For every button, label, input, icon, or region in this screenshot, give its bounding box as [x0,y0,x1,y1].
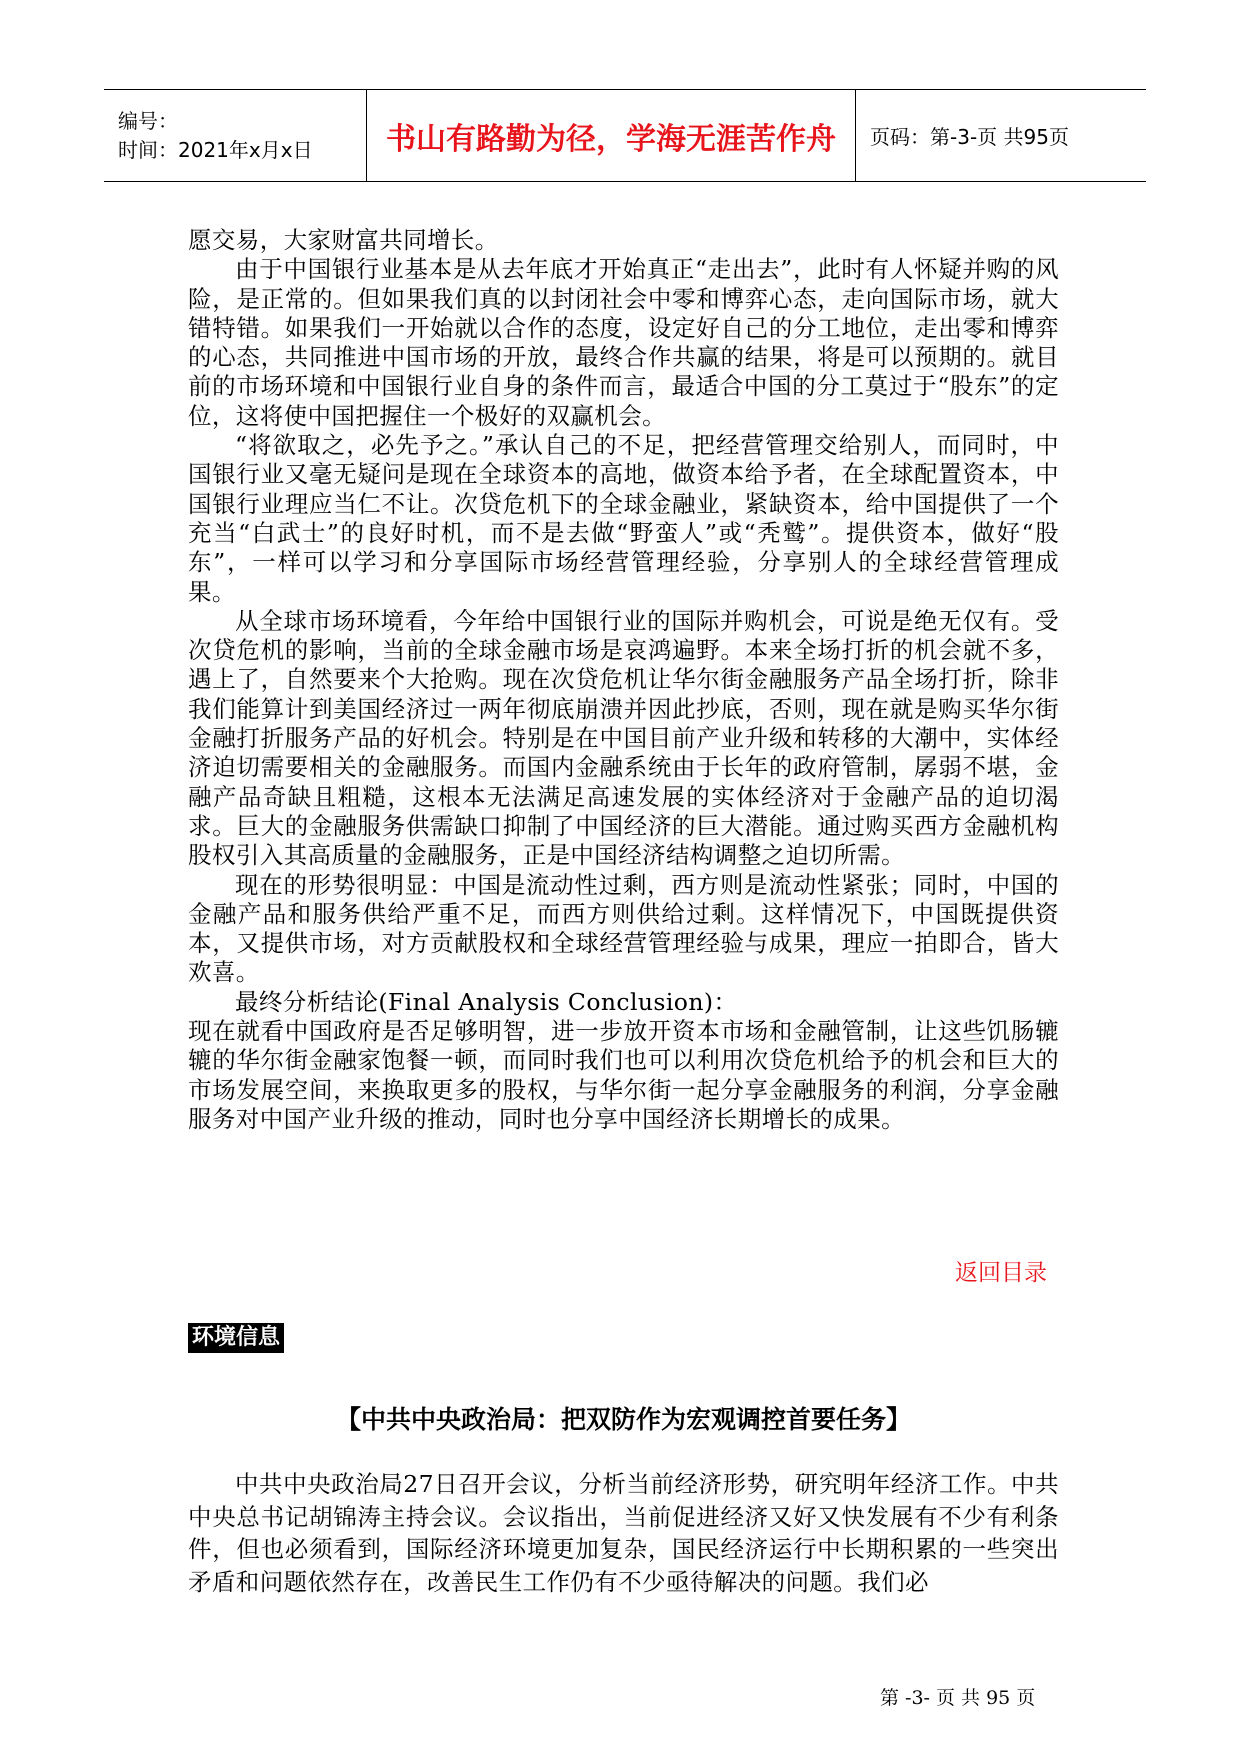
page-header [104,89,1146,182]
paragraph: 中共中央政治局27日召开会议，分析当前经济形势，研究明年经济工作。中共中央总书记胡锦涛主持会议。会议指出，当前促进经济又好又快发展有不少有利条件，但也必须看到，国际经济环境更加复杂，国民经济运行中长期积累的一些突出矛盾和问题依然存在，改善民生工作仍有不少亟待解决的问题。我们必 [188,1470,1059,1596]
header-meta [104,90,367,181]
paragraph: 愿交易，大家财富共同增长。 [188,226,499,254]
conclusion-heading: 最终分析结论(Final Analysis Conclusion)： [235,987,738,1016]
header-motto: 书山有路勤为径，学海无涯苦作舟 [367,90,856,181]
document-number-label: 编号： [118,108,178,133]
back-to-contents-link[interactable]: 返回目录 [955,1260,1047,1286]
paragraph: 现在的形势很明显：中国是流动性过剩，西方则是流动性紧张；同时，中国的金融产品和服务供给严重不足，而西方则供给过剩。这样情况下，中国既提供资本，又提供市场，对方贡献股权和全球经营管理经验与成果，理应一拍即合，皆大欢喜。 [188,870,1059,987]
article-title: 【中共中央政治局：把双防作为宏观调控首要任务】 [335,1405,911,1434]
paragraph: 从全球市场环境看，今年给中国银行业的国际并购机会，可说是绝无仅有。受次贷危机的影响，当前的全球金融市场是哀鸿遍野。本来全场打折的机会就不多，遇上了，自然要来个大抢购。现在次贷危机让华尔街金融服务产品全场打折，除非我们能算计到美国经济过一两年彻底崩溃并因此抄底，否则，现在就是购买华尔街金融打折服务产品的好机会。特别是在中国目前产业升级和转移的大潮中，实体经济迫切需要相关的金融服务。而国内金融系统由于长年的政府管制，孱弱不堪，金融产品奇缺且粗糙，这根本无法满足高速发展的实体经济对于金融产品的迫切渴求。巨大的金融服务供需缺口抑制了中国经济的巨大潜能。通过购买西方金融机构股权引入其高质量的金融服务，正是中国经济结构调整之迫切所需。 [188,606,1059,870]
document-time-label: 时间：2021年x月x日 [118,137,313,162]
section-tag: 环境信息 [188,1323,284,1353]
paragraph: 由于中国银行业基本是从去年底才开始真正“走出去”，此时有人怀疑并购的风险，是正常的。但如果我们真的以封闭社会中零和博弈心态，走向国际市场，就大错特错。如果我们一开始就以合作的态度，设定好自己的分工地位，走出零和博弈的心态，共同推进中国市场的开放，最终合作共赢的结果，将是可以预期的。就目前的市场环境和中国银行业自身的条件而言，最适合中国的分工莫过于“股东”的定位，这将使中国把握住一个极好的双赢机会。 [188,255,1059,430]
article-body [188,1468,1059,1598]
page-footer: 第 -3- 页 共 95 页 [880,1687,1036,1709]
article-continuation [188,226,1059,1134]
header-page-code: 页码：第-3-页 共95页 [870,125,1069,149]
paragraph: “将欲取之，必先予之。”承认自己的不足，把经营管理交给别人，而同时，中国银行业又毫无疑问是现在全球资本的高地，做资本给予者，在全球配置资本，中国银行业理应当仁不让。次贷危机下的全球金融业，紧缺资本，给中国提供了一个充当“白武士”的良好时机，而不是去做“野蛮人”或“秃鹫”。提供资本，做好“股东”，一样可以学习和分享国际市场经营管理经验，分享别人的全球经营管理成果。 [188,431,1059,606]
paragraph: 现在就看中国政府是否足够明智，进一步放开资本市场和金融管制，让这些饥肠辘辘的华尔街金融家饱餐一顿，而同时我们也可以利用次贷危机给予的机会和巨大的市场发展空间，来换取更多的股权，与华尔街一起分享金融服务的利润，分享金融服务对中国产业升级的推动，同时也分享中国经济长期增长的成果。 [188,1017,1059,1133]
